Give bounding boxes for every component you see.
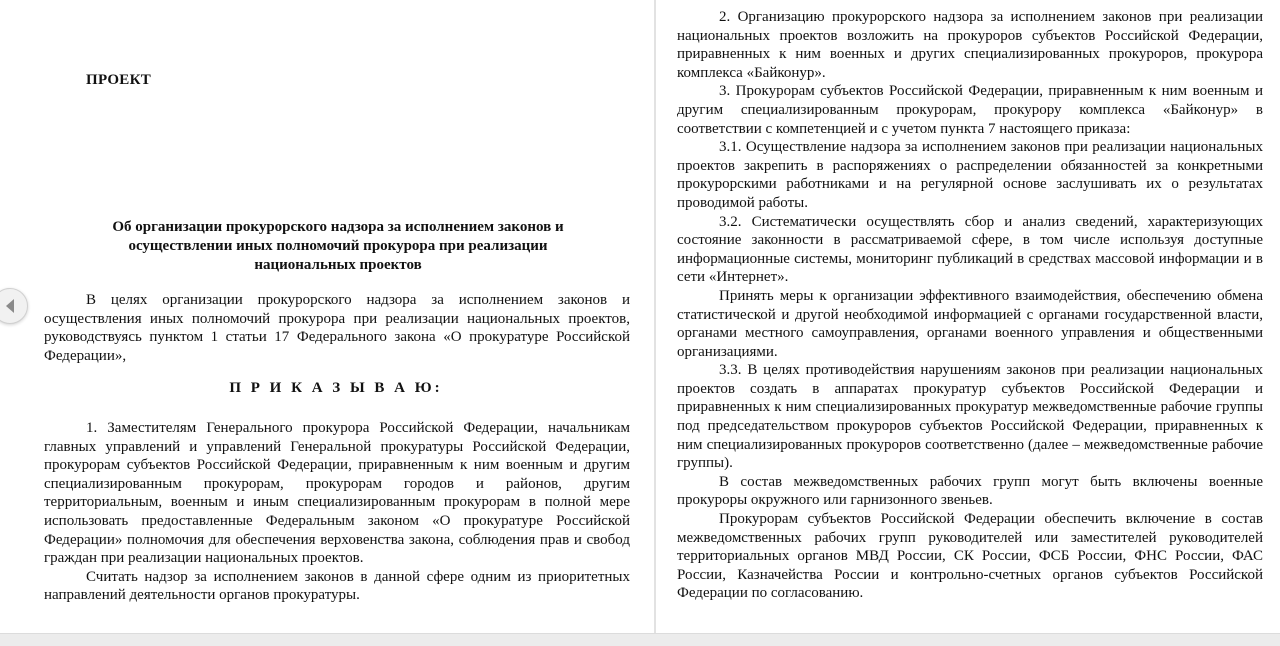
intro-paragraph: В целях организации прокурорского надзора за исполнением законов и осуществления иных полномочий прокурора при реализации национальных проектов, руководствуясь пунктом 1 статьи 17 Федерального закона «О прокуратуре Российской Федерации», (44, 292, 630, 364)
paragraph-3-1: 3.1. Осуществление надзора за исполнением законов при реализации национальных проектов закрепить в распоряжениях о распределении обязанностей за конкретными прокурорскими работниками и на регулярной основе заслушивать их о результатах проводимой работы. (677, 139, 1263, 211)
paragraph-3-2-cooperation: Принять меры к организации эффективного взаимодействия, обеспечению обмена статистической и другой необходимой информацией с органами государственной власти, органами местного самоуправления, органами военного управления и общественными организациями. (677, 287, 1263, 360)
intro-paragraph-block (44, 291, 630, 365)
order-heading: П Р И К А З Ы В А Ю: (229, 380, 443, 396)
paragraph-1: 1. Заместителям Генерального прокурора Российской Федерации, начальникам главных управлений и управлений Генеральной прокуратуры Российской Федерации, прокурорам субъектов Российской Федерации, приравненным к ним военным и другим специализированным прокурорам, прокурорам городов и районов, другим территориальным, военным и иным специализированным прокурорам в полной мере использовать предоставленные Федеральным законом «О прокуратуре Российской Федерации» полномочия для обеспечения верховенства закона, соблюдения прав и свобод граждан при реализации национальных проектов. (44, 420, 630, 567)
document-title: Об организации прокурорского надзора за исполнением законов и осуществлении иных полномочий прокурора при реализации национальных проектов (112, 219, 564, 273)
order-paragraphs-right (677, 8, 1263, 603)
paragraph-3-3: 3.3. В целях противодействия нарушениям законов при реализации национальных проектов создать в аппаратах прокуратур субъектов Российской Федерации и приравненных к ним специализированных прокуратур межведомственные рабочие группы под председательством прокуроров субъектов Российской Федерации, приравненных к ним специализированных прокуроров соответственно (далее – межведомственные рабочие группы). (677, 362, 1263, 472)
paragraph-3: 3. Прокурорам субъектов Российской Федерации, приравненным к ним военным и другим специализированным прокурорам, прокурору комплекса «Байконур» в соответствии с компетенцией и с учетом пункта 7 настоящего приказа: (677, 83, 1263, 137)
paragraph-3-3-composition: Прокурорам субъектов Российской Федерации обеспечить включение в состав межведомственных рабочих групп руководителей или заместителей руководителей территориальных органов МВД России, СК России, ФСБ России, ФНС России, ФАС России, Казначейства России и контрольно-счетных органов субъектов Российской Федерации по согласованию. (677, 511, 1263, 602)
paragraph-3-2: 3.2. Систематически осуществлять сбор и анализ сведений, характеризующих состояние законности в рассматриваемой сфере, в том числе используя доступные информационные системы, мониторинг публикаций в средствах массовой информации и в сети «Интернет». (677, 213, 1263, 286)
paragraph-2: 2. Организацию прокурорского надзора за исполнением законов при реализации национальных проектов возложить на прокуроров субъектов Российской Федерации, приравненных к ним военных и других специализированных прокуроров, прокурора комплекса «Байконур». (677, 9, 1263, 81)
order-paragraphs-left (44, 419, 630, 605)
draft-label: ПРОЕКТ (86, 72, 152, 88)
chevron-left-icon (6, 299, 14, 313)
paragraph-3-3-military: В состав межведомственных рабочих групп могут быть включены военные прокуроры окружного или гарнизонного звеньев. (677, 473, 1263, 509)
paragraph-1-priority: Считать надзор за исполнением законов в данной сфере одним из приоритетных направлений деятельности органов прокуратуры. (44, 568, 630, 604)
bottom-scroll-strip[interactable] (0, 633, 1280, 646)
